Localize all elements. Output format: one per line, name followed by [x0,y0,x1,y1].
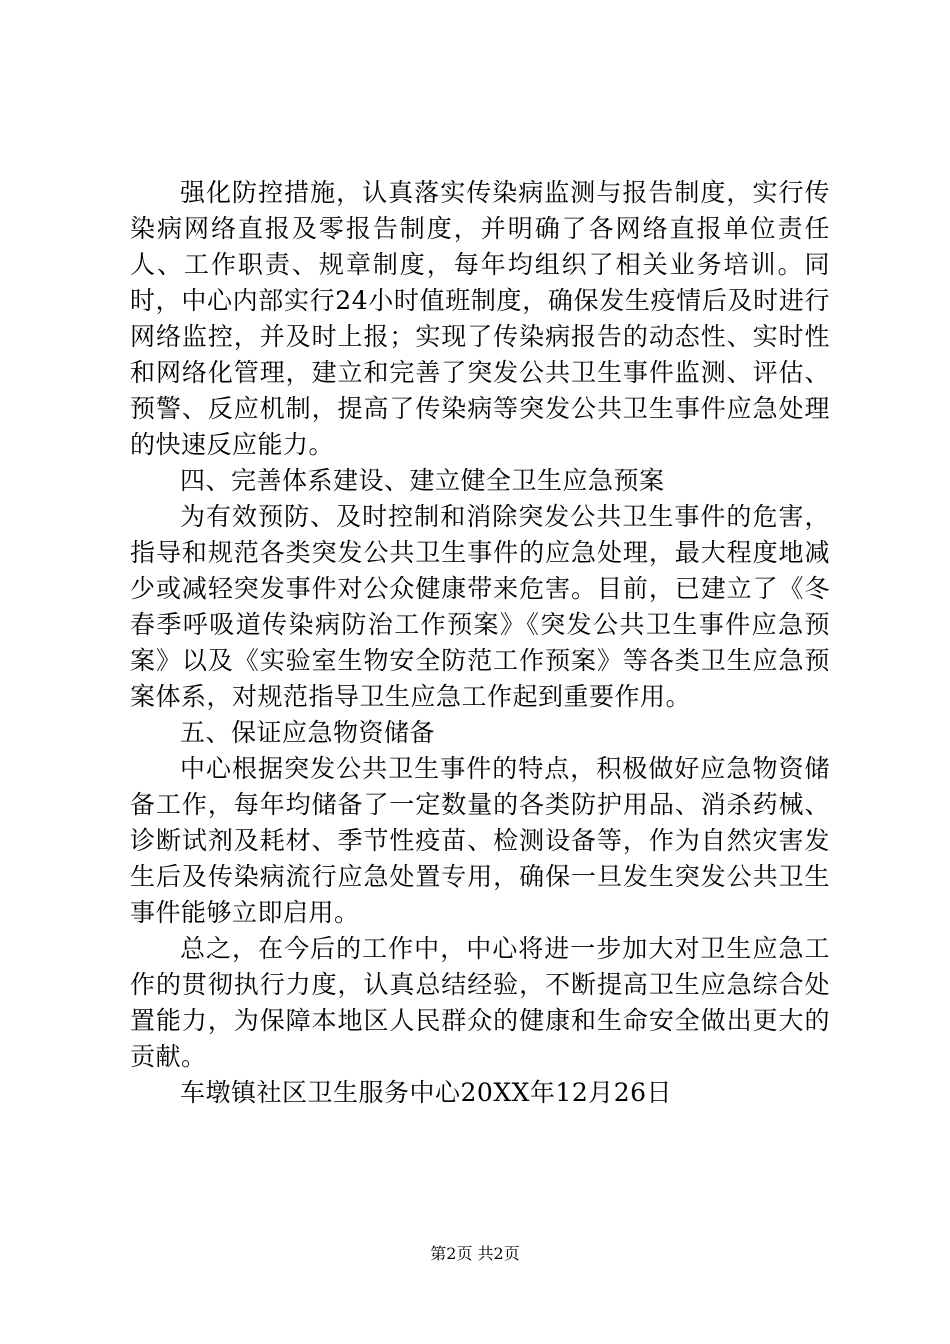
document-body [130,175,830,1111]
section-heading-emergency-supplies: 五、保证应急物资储备 [180,718,436,747]
section-heading-emergency-plans: 四、完善体系建设、建立健全卫生应急预案 [180,466,665,495]
signature-line: 车墩镇社区卫生服务中心20XX年12月26日 [180,1078,673,1107]
paragraph-emergency-plans: 为有效预防、及时控制和消除突发公共卫生事件的危害，指导和规范各类突发公共卫生事件的应急处理，最大程度地减少或减轻突发事件对公众健康带来危害。目前，已建立了《冬春季呼吸道传染病防治工作预案》《突发公共卫生事件应急预案》以及《实验室生物安全防范工作预案》等各类卫生应急预案体系，对规范指导卫生应急工作起到重要作用。 [130,502,830,711]
page-footer [0,1244,950,1264]
paragraph-emergency-supplies: 中心根据突发公共卫生事件的特点，积极做好应急物资储备工作，每年均储备了一定数量的各类防护用品、消杀药械、诊断试剂及耗材、季节性疫苗、检测设备等，作为自然灾害发生后及传染病流行应急处置专用，确保一旦发生突发公共卫生事件能够立即启用。 [130,754,830,927]
paragraph-epidemic-control: 强化防控措施，认真落实传染病监测与报告制度，实行传染病网络直报及零报告制度，并明确了各网络直报单位责任人、工作职责、规章制度，每年均组织了相关业务培训。同时，中心内部实行24小时值班制度，确保发生疫情后及时进行网络监控，并及时上报；实现了传染病报告的动态性、实时性和网络化管理，建立和完善了突发公共卫生事件监测、评估、预警、反应机制，提高了传染病等突发公共卫生事件应急处理的快速反应能力。 [130,178,830,459]
paragraph-conclusion: 总之，在今后的工作中，中心将进一步加大对卫生应急工作的贯彻执行力度，认真总结经验，不断提高卫生应急综合处置能力，为保障本地区人民群众的健康和生命安全做出更大的贡献。 [130,934,830,1071]
page-number-label: 第2页 共2页 [430,1244,520,1263]
